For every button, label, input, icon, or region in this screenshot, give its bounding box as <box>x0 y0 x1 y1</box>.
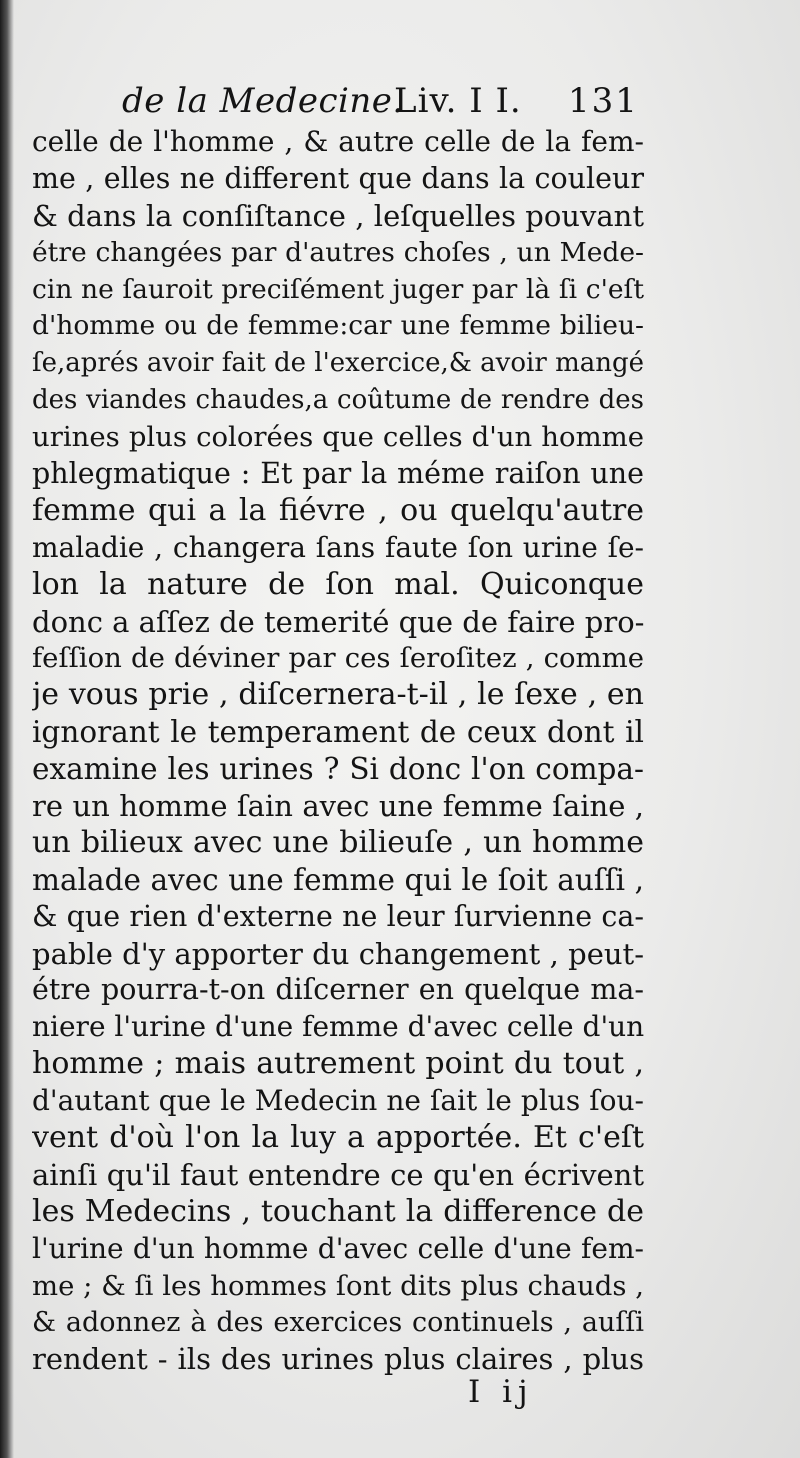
text-line: ignorant le temperament de ceux dont il <box>32 715 644 750</box>
text-line: re un homme ſain avec une femme ſaine , <box>32 789 644 824</box>
text-line: un bilieux avec une bilieuſe , un homme <box>32 824 644 860</box>
text-line: d'autant que le Medecin ne ſait le plus ſou- <box>32 1084 644 1118</box>
page-number: 131 <box>568 81 639 121</box>
text-line: examine les urines ? Si donc l'on compa- <box>32 752 644 787</box>
text-line: homme ; mais autrement point du tout , <box>32 1046 644 1082</box>
text-line: niere l'urine d'une femme d'avec celle d'un <box>32 1010 644 1044</box>
text-line: & que rien d'externe ne leur ſurvienne ca- <box>32 899 644 933</box>
text-line: me , elles ne different que dans la couleur <box>32 161 644 195</box>
text-line: vent d'où l'on la luy a apportée. Et c'eſt <box>32 1120 644 1156</box>
text-line: femme qui a la fiévre , ou quelqu'autre <box>32 492 644 528</box>
signature-mark: I ij <box>468 1374 534 1410</box>
text-line: feſſion de déviner par ces ſeroſitez , comme <box>32 642 644 675</box>
text-line: rendent - ils des urines plus claires , plus <box>32 1342 644 1377</box>
text-line: étre pourra-t-on diſcerner en quelque ma- <box>32 973 644 1007</box>
book-reference: Liv. I I. <box>394 81 522 121</box>
body-text <box>32 124 644 1378</box>
text-line: lon la nature de ſon mal. Quiconque <box>32 566 644 602</box>
text-line: ſe,aprés avoir fait de l'exercice,& avoir mangé <box>32 348 644 379</box>
page-header <box>122 78 639 124</box>
text-line: malade avec une femme qui le ſoit auſſi , <box>32 862 644 897</box>
text-line: cin ne ſauroit preciſément juger par là ſi c'eſt <box>32 273 644 305</box>
text-line: donc a aſſez de temerité que de faire pro- <box>32 604 644 639</box>
text-line: me ; & ſi les hommes ſont dits plus chauds , <box>32 1269 644 1302</box>
text-line: des viandes chaudes,a coûtume de rendre des <box>32 385 644 416</box>
binding-shadow <box>0 0 14 1458</box>
text-line: celle de l'homme , & autre celle de la fem- <box>32 125 644 158</box>
text-line: l'urine d'un homme d'avec celle d'une fem- <box>32 1231 644 1265</box>
text-line: & dans la conſiſtance , leſquelles pouvant <box>32 198 644 233</box>
text-line: pable d'y apporter du changement , peut- <box>32 936 644 971</box>
text-line: les Medecins , touchant la difference de <box>32 1193 644 1229</box>
text-line: maladie , changera ſans faute ſon urine ſe- <box>32 530 644 564</box>
text-line: phlegmatique : Et par la méme raiſon une <box>32 457 644 491</box>
running-title: de la Medecine. <box>122 81 404 121</box>
text-line: & adonnez à des exercices continuels , auſſi <box>32 1306 644 1338</box>
text-line: étre changées par d'autres choſes , un Mede- <box>32 236 644 268</box>
text-line: d'homme ou de femme:car une femme bilieu- <box>32 310 644 342</box>
text-line: ainſi qu'il faut entendre ce qu'en écrivent <box>32 1157 644 1192</box>
text-line: je vous prie , diſcernera-t-il , le ſexe , en <box>32 677 644 713</box>
text-line: urines plus colorées que celles d'un homme <box>32 421 644 454</box>
